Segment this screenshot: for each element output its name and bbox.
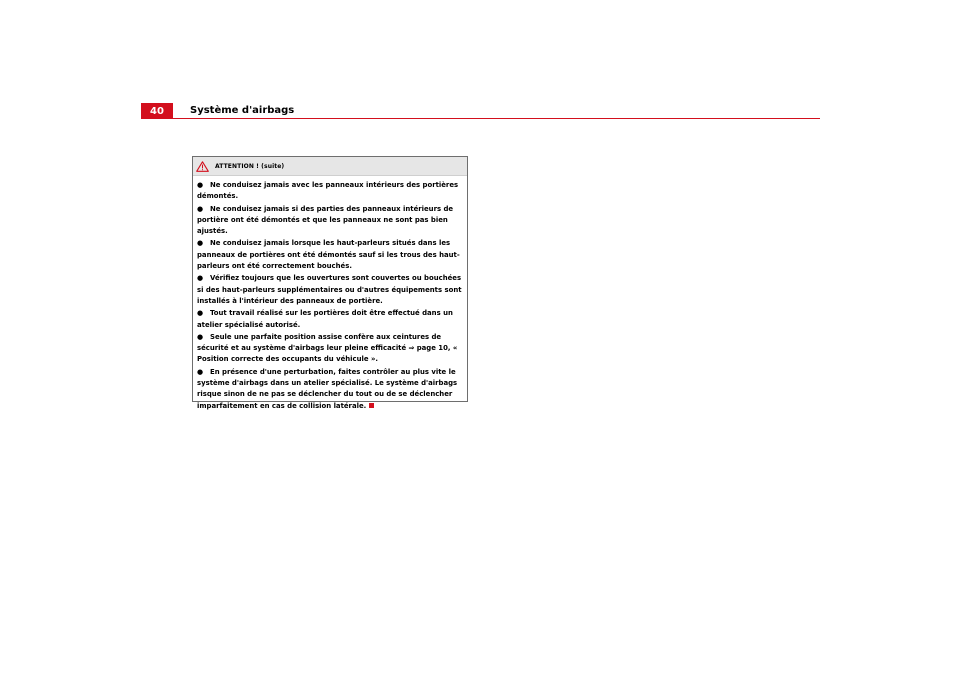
warning-item — [197, 238, 463, 272]
end-of-section-square-icon — [369, 403, 374, 408]
bullet-icon: ● — [197, 239, 204, 248]
bullet-icon: ● — [197, 309, 204, 318]
running-title: Système d'airbags — [190, 105, 295, 116]
warning-item — [197, 180, 463, 203]
page-number: 40 — [141, 103, 173, 119]
warning-box — [192, 156, 468, 410]
warning-item-text: Tout travail réalisé sur les portières doit être effectué dans un atelier spécialisé autorisé. — [197, 309, 453, 329]
bullet-icon: ● — [197, 367, 204, 376]
warning-item — [197, 204, 463, 238]
header-rule — [141, 118, 820, 119]
warning-item-text: Seule une parfaite position assise confère aux ceintures de sécurité et au système d'airbags leur pleine efficacité ⇒ page 10, « Position correcte des occupants du véhicule ». — [197, 332, 458, 364]
bullet-icon: ● — [197, 181, 204, 189]
bullet-icon: ● — [197, 274, 204, 283]
bullet-icon: ● — [197, 204, 204, 213]
warning-item-text: Vérifiez toujours que les ouvertures sont couvertes ou bouchées si des haut-parleurs supplémentaires ou d'autres équipements sont installés à l'intérieur des panneaux de portière. — [197, 274, 462, 305]
warning-triangle-icon — [196, 161, 209, 172]
warning-header — [193, 157, 467, 176]
bullet-icon: ● — [197, 332, 204, 341]
warning-item-text: Ne conduisez jamais avec les panneaux intérieurs des portières démontés. — [197, 181, 459, 201]
warning-item — [197, 273, 463, 307]
warning-item-text: Ne conduisez jamais si des parties des panneaux intérieurs de portière ont été démontés et que les panneaux ne sont pas bien ajustés. — [197, 204, 454, 236]
warning-item — [197, 367, 463, 412]
warning-body — [193, 176, 467, 412]
warning-item-text: Ne conduisez jamais lorsque les haut-parleurs situés dans les panneaux de portières ont été démontés sauf si les trous des haut-parleurs ont été correctement bouchés. — [197, 239, 460, 271]
warning-item-text: En présence d'une perturbation, faites contrôler au plus vite le système d'airbags dans un atelier spécialisé. Le système d'airbags risque sinon de ne pas se déclencher du tout ou de se déclencher imparfaitement en cas de collision latérale. — [197, 367, 458, 410]
warning-label: ATTENTION ! (suite) — [215, 162, 285, 170]
warning-item — [197, 308, 463, 331]
warning-item — [197, 332, 463, 366]
